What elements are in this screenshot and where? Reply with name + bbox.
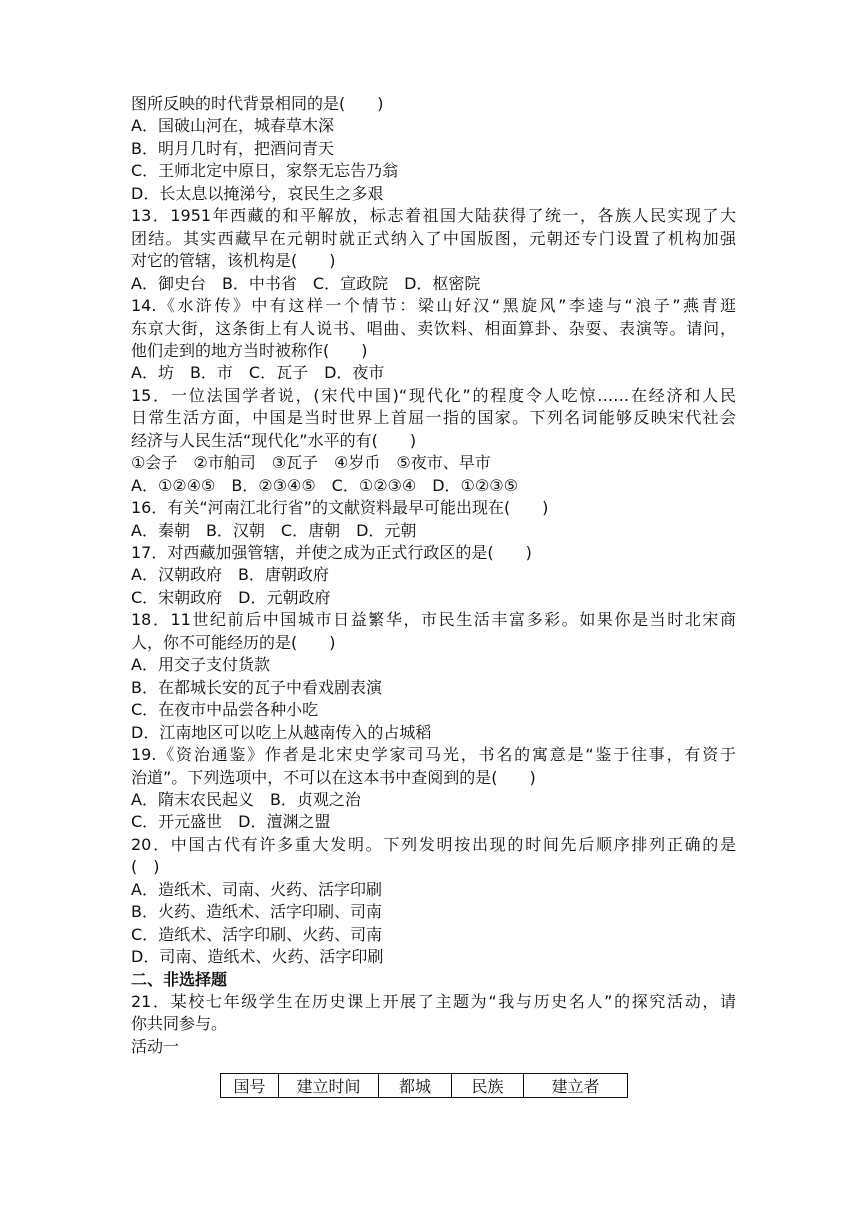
text-line: 活动一 xyxy=(131,1037,180,1056)
text-line: C．开元盛世 D．澶渊之盟 xyxy=(131,812,331,831)
text-line: 14.《水浒传》中有这样一个情节：梁山好汉“黑旋风”李逵与“浪子”燕青逛 xyxy=(131,296,736,315)
text-line: 19.《资治通鉴》作者是北宋史学家司马光，书名的寓意是“鉴于往事，有资于 xyxy=(131,745,736,764)
text-line: C．在夜市中品尝各种小吃 xyxy=(131,700,319,719)
text-line: 对它的管辖，该机构是( ) xyxy=(131,251,336,270)
activity-one-table xyxy=(220,1073,628,1098)
text-line: A．国破山河在，城春草木深 xyxy=(131,116,334,135)
table-header-cell: 建立者 xyxy=(524,1074,628,1098)
text-line: B．在都城长安的瓦子中看戏剧表演 xyxy=(131,678,382,697)
text-line: 15．一位法国学者说，(宋代中国)“现代化”的程度令人吃惊……在经济和人民 xyxy=(131,386,736,405)
text-line: B．明月几时有，把酒问青天 xyxy=(131,139,334,158)
text-line: D．长太息以掩涕兮，哀民生之多艰 xyxy=(131,184,384,203)
text-line: 日常生活方面，中国是当时世界上首屈一指的国家。下列名词能够反映宋代社会 xyxy=(131,408,736,427)
text-line: 图所反映的时代背景相同的是( ) xyxy=(131,94,384,113)
text-line: 21．某校七年级学生在历史课上开展了主题为“我与历史名人”的探究活动，请 xyxy=(131,992,736,1011)
text-line: ①会子 ②市舶司 ③瓦子 ④岁币 ⑤夜市、早市 xyxy=(131,453,491,472)
text-line: C．造纸术、活字印刷、火药、司南 xyxy=(131,925,383,944)
text-line: 16．有关“河南江北行省”的文献资料最早可能出现在( ) xyxy=(131,498,549,517)
text-line: D．司南、造纸术、火药、活字印刷 xyxy=(131,947,384,966)
text-line: 20．中国古代有许多重大发明。下列发明按出现的时间先后顺序排列正确的是 xyxy=(131,835,736,854)
text-line: C．宋朝政府 D．元朝政府 xyxy=(131,588,331,607)
text-line: D．江南地区可以吃上从越南传入的占城稻 xyxy=(131,723,432,742)
text-line: 治道”。下列选项中，不可以在这本书中查阅到的是( ) xyxy=(131,768,536,787)
text-line: A．①②④⑤ B．②③④⑤ C．①②③④ D．①②③⑤ xyxy=(131,476,518,495)
text-line: ( ) xyxy=(131,857,160,876)
text-line: 13．1951年西藏的和平解放，标志着祖国大陆获得了统一，各族人民实现了大 xyxy=(131,206,736,225)
text-line: A．用交子支付货款 xyxy=(131,655,270,674)
text-line: A．汉朝政府 B．唐朝政府 xyxy=(131,565,329,584)
text-line: A．秦朝 B．汉朝 C．唐朝 D．元朝 xyxy=(131,521,417,540)
text-line: A．隋末农民起义 B．贞观之治 xyxy=(131,790,361,809)
table-header-cell: 建立时间 xyxy=(279,1074,379,1098)
text-line: B．火药、造纸术、活字印刷、司南 xyxy=(131,902,382,921)
text-line: 团结。其实西藏早在元朝时就正式纳入了中国版图，元朝还专门设置了机构加强 xyxy=(131,229,736,248)
text-line: A．御史台 B．中书省 C．宣政院 D．枢密院 xyxy=(131,274,481,293)
text-line: C．王师北定中原日，家祭无忘告乃翁 xyxy=(131,161,399,180)
text-line: 17．对西藏加强管辖，并使之成为正式行政区的是( ) xyxy=(131,543,532,562)
table-header-cell: 国号 xyxy=(221,1074,279,1098)
table-header-cell: 都城 xyxy=(379,1074,452,1098)
text-line: A．坊 B．市 C．瓦子 D．夜市 xyxy=(131,363,385,382)
text-line: 经济与人民生活“现代化”水平的有( ) xyxy=(131,431,417,450)
text-line: 东京大街，这条街上有人说书、唱曲、卖饮料、相面算卦、杂耍、表演等。请问， xyxy=(131,319,736,338)
table-header-cell: 民族 xyxy=(452,1074,524,1098)
text-line: 18．11世纪前后中国城市日益繁华，市民生活丰富多彩。如果你是当时北宋商 xyxy=(131,610,736,629)
table-header-row xyxy=(221,1074,628,1098)
text-line: 他们走到的地方当时被称作( ) xyxy=(131,341,368,360)
text-line: 你共同参与。 xyxy=(131,1014,228,1033)
section-heading: 二、非选择题 xyxy=(131,970,228,989)
text-line: 人，你不可能经历的是( ) xyxy=(131,633,336,652)
text-line: A．造纸术、司南、火药、活字印刷 xyxy=(131,880,382,899)
